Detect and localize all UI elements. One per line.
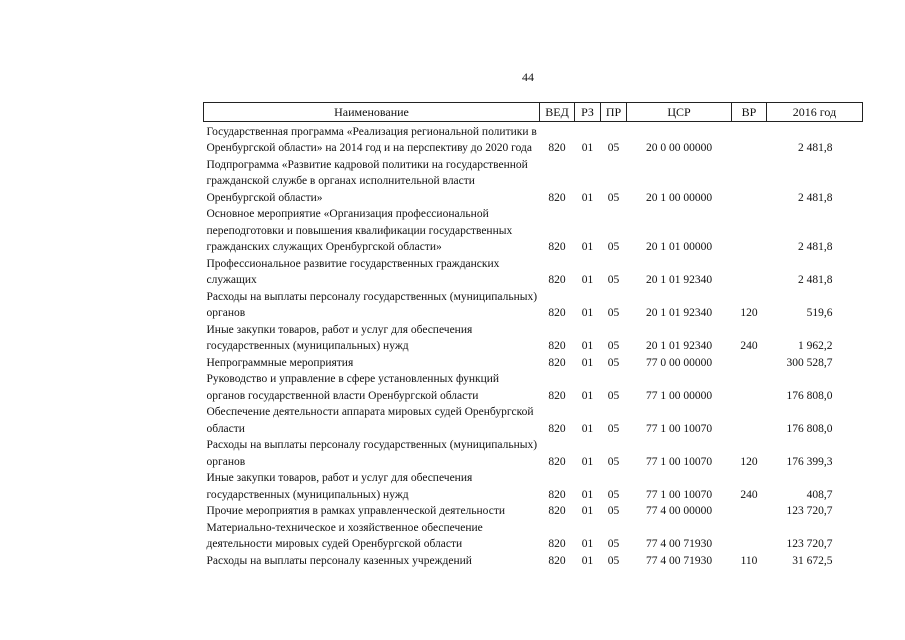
row-name: Профессиональное развитие государственных гражданских служащих: [206, 257, 500, 286]
row-csr: 77 1 00 10070: [645, 455, 713, 468]
row-pr: 05: [607, 488, 620, 501]
row-name: Обеспечение деятельности аппарата мировых судей Оренбургской области: [206, 406, 534, 435]
row-ved: 820: [548, 191, 566, 204]
table-row: [204, 503, 863, 520]
row-rz: 01: [581, 356, 594, 369]
row-amount: 176 808,0: [786, 389, 833, 402]
row-pr: 05: [607, 241, 620, 253]
table-row: [204, 256, 863, 289]
table-row: [204, 289, 863, 322]
row-csr: 77 4 00 71930: [645, 554, 713, 567]
row-csr: 20 1 01 92340: [645, 307, 713, 319]
row-pr: 05: [607, 274, 620, 286]
header-name: Наименование: [204, 103, 540, 122]
row-name: Расходы на выплаты персоналу государственных (муниципальных) органов: [206, 439, 538, 468]
row-csr: 20 1 01 00000: [645, 241, 713, 253]
row-ved: 820: [548, 455, 566, 468]
row-vr: [732, 404, 767, 437]
row-rz: 01: [581, 488, 594, 501]
row-rz: 01: [581, 538, 594, 550]
row-name: Расходы на выплаты персоналу казенных учреждений: [206, 554, 472, 567]
row-rz: 01: [581, 455, 594, 468]
row-pr: 05: [607, 356, 620, 369]
row-ved: 820: [548, 356, 566, 369]
row-vr: [732, 206, 767, 256]
table-row: [204, 470, 863, 503]
row-ved: 820: [548, 505, 566, 517]
row-pr: 05: [607, 307, 620, 319]
header-vr: ВР: [732, 103, 767, 122]
table-row: [204, 322, 863, 355]
row-csr: 77 0 00 00000: [645, 356, 713, 369]
row-ved: 820: [548, 554, 566, 567]
row-pr: 05: [607, 422, 620, 435]
row-csr: 20 0 00 00000: [645, 142, 713, 154]
row-ved: 820: [548, 389, 566, 402]
row-rz: 01: [581, 307, 594, 319]
row-amount: 300 528,7: [786, 356, 833, 369]
row-name: Государственная программа «Реализация региональной политики в Оренбургской области» на 2014 год и на перспективу до 2020 года: [206, 125, 537, 154]
row-csr: 20 1 01 92340: [645, 340, 713, 352]
row-csr: 77 1 00 10070: [645, 488, 713, 501]
header-ved: ВЕД: [540, 103, 575, 122]
row-pr: 05: [607, 340, 620, 352]
row-vr: 120: [740, 307, 758, 319]
row-rz: 01: [581, 505, 594, 517]
row-csr: 77 4 00 00000: [645, 505, 713, 517]
row-amount: 176 399,3: [786, 455, 833, 468]
row-amount: 1 962,2: [798, 340, 833, 352]
table-body: [204, 124, 863, 570]
table-row: [204, 520, 863, 553]
row-ved: 820: [548, 307, 566, 319]
row-name: Иные закупки товаров, работ и услуг для обеспечения государственных (муниципальных) нужд: [206, 323, 473, 352]
row-amount: 519,6: [806, 307, 833, 319]
row-amount: 123 720,7: [786, 538, 833, 550]
table-row: [204, 371, 863, 404]
row-csr: 77 1 00 00000: [645, 389, 713, 402]
row-csr: 77 1 00 10070: [645, 422, 713, 435]
row-ved: 820: [548, 241, 566, 253]
row-ved: 820: [548, 488, 566, 501]
row-amount: 2 481,8: [798, 274, 833, 286]
row-vr: [732, 124, 767, 157]
header-rz: РЗ: [575, 103, 601, 122]
table-row: [204, 404, 863, 437]
row-vr: [732, 371, 767, 404]
row-rz: 01: [581, 389, 594, 402]
row-amount: 2 481,8: [798, 142, 833, 154]
row-pr: 05: [607, 142, 620, 154]
row-vr: 240: [740, 488, 758, 501]
row-pr: 05: [607, 538, 620, 550]
row-csr: 77 4 00 71930: [645, 538, 713, 550]
row-ved: 820: [548, 142, 566, 154]
row-vr: [732, 157, 767, 207]
row-name: Иные закупки товаров, работ и услуг для обеспечения государственных (муниципальных) нужд: [206, 472, 473, 501]
row-amount: 2 481,8: [798, 191, 833, 204]
table-row: [204, 437, 863, 470]
row-rz: 01: [581, 191, 594, 204]
row-amount: 408,7: [806, 488, 833, 501]
row-vr: [732, 520, 767, 553]
row-rz: 01: [581, 142, 594, 154]
row-csr: 20 1 00 00000: [645, 191, 713, 204]
row-name: Непрограммные мероприятия: [206, 356, 354, 369]
row-amount: 31 672,5: [792, 554, 833, 567]
header-pr: ПР: [601, 103, 627, 122]
header-year: 2016 год: [767, 103, 863, 122]
row-ved: 820: [548, 422, 566, 435]
row-rz: 01: [581, 274, 594, 286]
row-pr: 05: [607, 455, 620, 468]
header-csr: ЦСР: [627, 103, 732, 122]
row-ved: 820: [548, 340, 566, 352]
row-amount: 176 808,0: [786, 422, 833, 435]
row-ved: 820: [548, 538, 566, 550]
row-pr: 05: [607, 191, 620, 204]
row-rz: 01: [581, 241, 594, 253]
row-rz: 01: [581, 554, 594, 567]
table-row: [204, 553, 863, 570]
row-vr: [732, 256, 767, 289]
row-name: Расходы на выплаты персоналу государственных (муниципальных) органов: [206, 290, 538, 319]
row-rz: 01: [581, 422, 594, 435]
row-pr: 05: [607, 505, 620, 517]
row-vr: 120: [740, 455, 758, 468]
row-vr: 110: [740, 554, 758, 567]
row-name: Прочие мероприятия в рамках управленческой деятельности: [206, 505, 506, 517]
table-row: [204, 157, 863, 207]
row-ved: 820: [548, 274, 566, 286]
row-csr: 20 1 01 92340: [645, 274, 713, 286]
row-amount: 123 720,7: [786, 505, 833, 517]
row-amount: 2 481,8: [798, 241, 833, 253]
row-name: Руководство и управление в сфере установленных функций органов государственной власти Оренбургской области: [206, 373, 500, 402]
row-rz: 01: [581, 340, 594, 352]
table-header-row: [204, 103, 863, 122]
budget-table: [203, 102, 863, 569]
table-row: [204, 206, 863, 256]
row-name: Основное мероприятие «Организация профессиональной переподготовки и повышения квалификации государственных гражданских служащих Оренбургской области»: [206, 208, 513, 253]
row-pr: 05: [607, 389, 620, 402]
table-row: [204, 355, 863, 372]
row-pr: 05: [607, 554, 620, 567]
row-vr: [732, 355, 767, 372]
row-vr: 240: [740, 340, 758, 352]
page-number: 44: [522, 70, 534, 84]
row-name: Материально-техническое и хозяйственное обеспечение деятельности мировых судей Оренбургской области: [206, 521, 483, 550]
row-vr: [732, 503, 767, 520]
table-row: [204, 124, 863, 157]
row-name: Подпрограмма «Развитие кадровой политики на государственной гражданской службе в органах исполнительной власти Оренбургской области»: [206, 158, 528, 204]
